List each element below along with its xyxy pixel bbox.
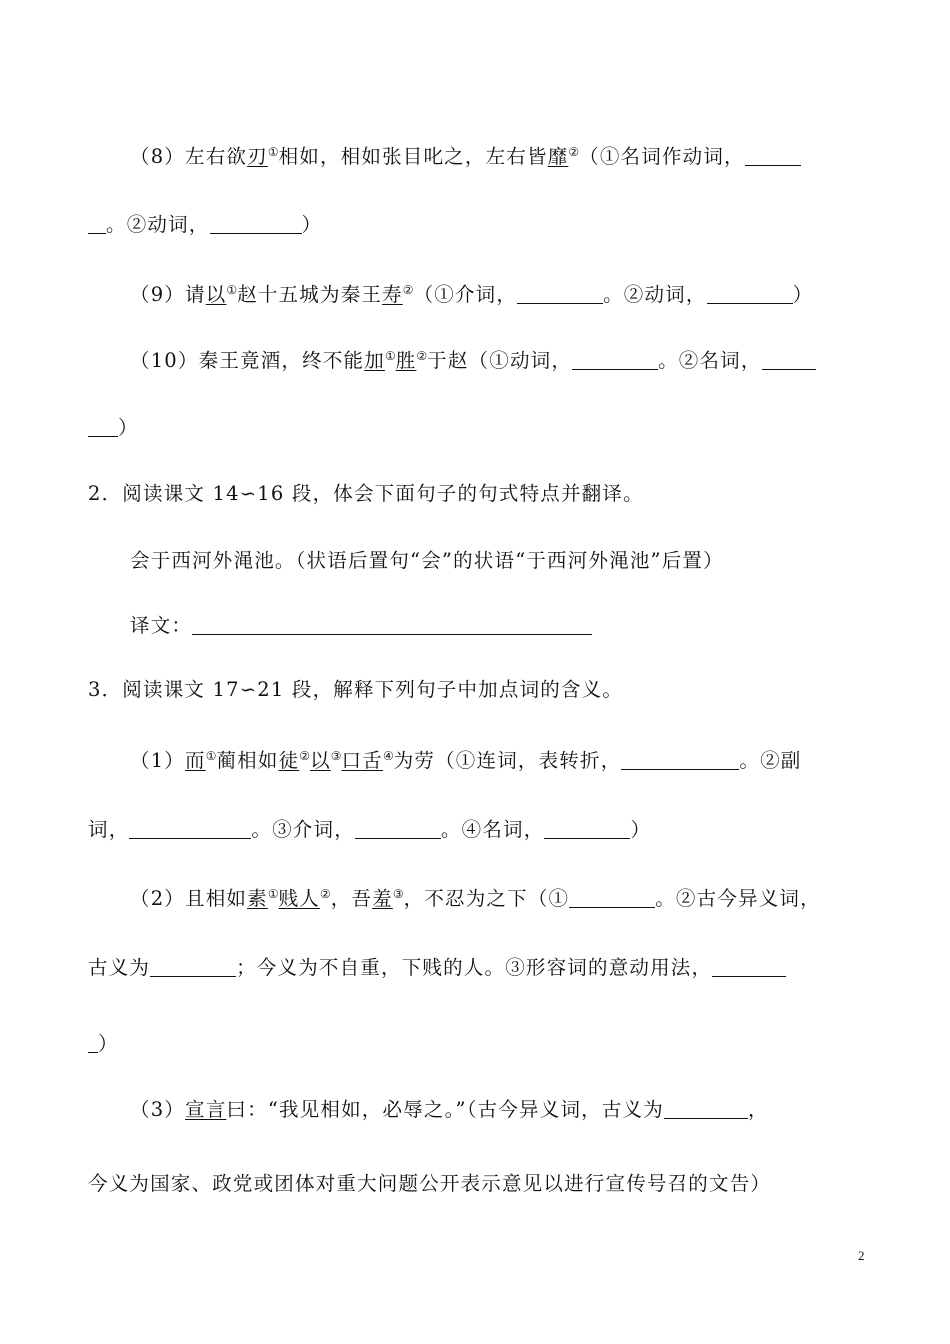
answer-blank[interactable] xyxy=(712,958,786,977)
answer-blank[interactable] xyxy=(88,215,106,234)
question-3-heading: 3．阅读课文 17∽21 段，解释下列句子中加点词的含义。 xyxy=(88,678,624,701)
q2-translation: 译文： xyxy=(130,612,592,640)
page-number: 2 xyxy=(858,1248,865,1263)
answer-blank[interactable] xyxy=(569,889,655,908)
answer-blank[interactable] xyxy=(621,751,739,770)
q1-item10-line1: （10）秦王竟酒，终不能加①胜②于赵（①动词， 。②名词， xyxy=(130,342,816,375)
q3-item1-line1: （1）而①蔺相如徒②以③口舌④为劳（①连词，表转折， 。②副 xyxy=(130,749,802,772)
answer-blank[interactable] xyxy=(355,820,441,839)
q1-item8-line1: （8）左右欲刃①相如，相如张目叱之，左右皆靡②（①名词作动词， xyxy=(130,138,801,171)
q3-item3-line1: （3）宣言曰：“我见相如，必辱之。”（古今异义词，古义为 ， xyxy=(130,1098,769,1121)
answer-blank[interactable] xyxy=(129,820,251,839)
answer-blank[interactable] xyxy=(150,958,236,977)
question-2-heading: 2．阅读课文 14∽16 段，体会下面句子的句式特点并翻译。 xyxy=(88,482,644,505)
translation-blank[interactable] xyxy=(192,616,592,635)
answer-blank[interactable] xyxy=(88,1034,98,1053)
q1-item9: （9）请以①赵十五城为秦王寿②（①介词， 。②动词， ） xyxy=(130,283,814,306)
q1-item8-line2: 。②动词， ） xyxy=(88,211,322,239)
answer-blank[interactable] xyxy=(745,147,801,166)
q3-item2-line1: （2）且相如素①贱人②，吾羞③，不忍为之下（① 。②古今异义词， xyxy=(130,887,821,910)
q3-item2-line3: ） xyxy=(88,1030,119,1058)
q3-item1-line2: 词， 。③介词， 。④名词， ） xyxy=(88,818,652,841)
answer-blank[interactable] xyxy=(544,820,630,839)
answer-blank[interactable] xyxy=(517,285,603,304)
answer-blank[interactable] xyxy=(707,285,793,304)
q3-item2-line2: 古义为 ；今义为不自重，下贱的人。③形容词的意动用法， xyxy=(88,954,786,982)
q3-item3-line2: 今义为国家、政党或团体对重大问题公开表示意见以进行宣传号召的文告） xyxy=(88,1172,772,1195)
answer-blank[interactable] xyxy=(88,418,118,437)
q1-item10-line2: ） xyxy=(88,414,139,442)
answer-blank[interactable] xyxy=(572,351,658,370)
answer-blank[interactable] xyxy=(210,215,302,234)
q2-sentence: 会于西河外渑池。（状语后置句“会”的状语“于西河外渑池”后置） xyxy=(130,549,724,572)
answer-blank[interactable] xyxy=(762,351,816,370)
answer-blank[interactable] xyxy=(664,1100,748,1119)
